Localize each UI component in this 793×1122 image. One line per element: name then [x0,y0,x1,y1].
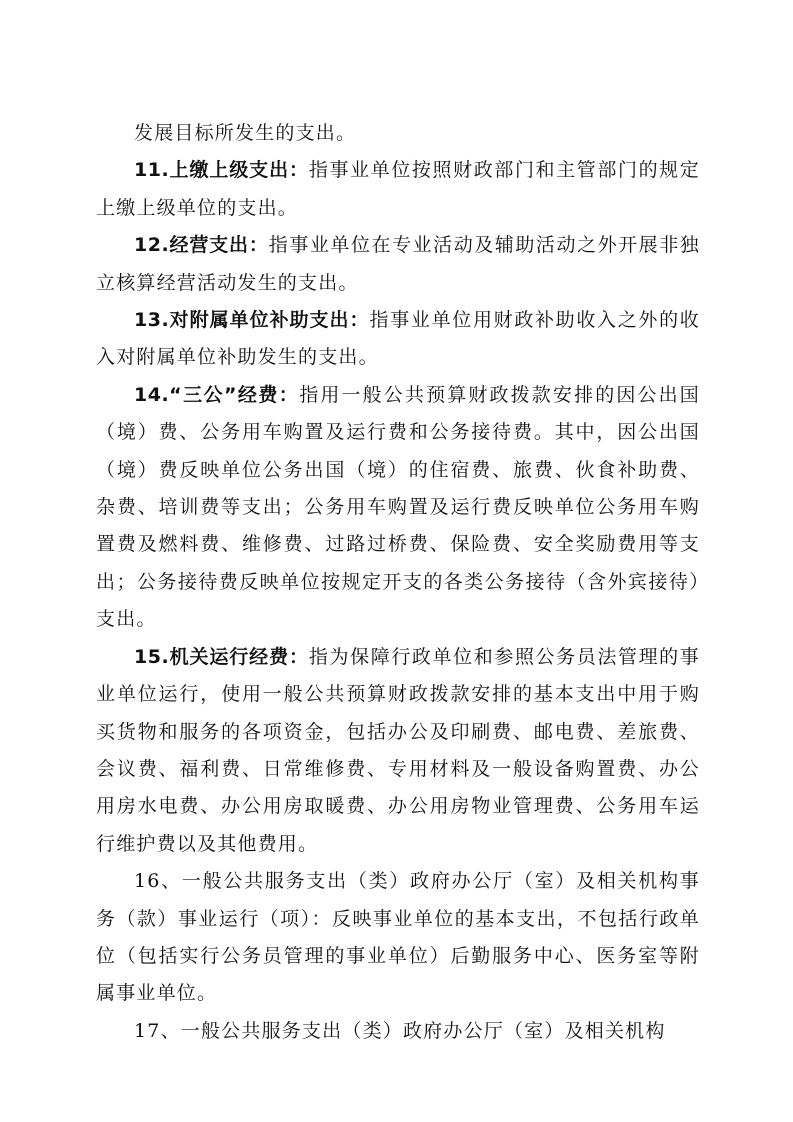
term-heading: 14.“三公”经费： [134,383,300,406]
paragraph-text: 17、一般公共服务支出（类）政府办公厅（室）及相关机构 [134,1019,666,1042]
paragraph-item-12 [96,227,700,302]
term-heading: 15.机关运行经费： [134,645,309,668]
paragraph-item-14 [96,377,700,639]
paragraph-item-17 [96,1013,700,1050]
document-page [96,115,700,1050]
paragraph-text: 16、一般公共服务支出（类）政府办公厅（室）及相关机构事务（款）事业运行（项）：反映事业单位的基本支出，不包括行政单位（包括实行公务员管理的事业单位）后勤服务中心、医务室等附属事业单位。 [96,870,700,1005]
paragraph-item-11 [96,152,700,227]
paragraph-item-13 [96,302,700,377]
paragraph-item-16 [96,863,700,1013]
paragraph-continuation [96,115,700,152]
paragraph-text: 指事业单位用财政补助收入之外的收入对附属单位补助发生的支出。 [96,309,701,369]
paragraph-text: 指事业单位按照财政部门和主管部门的规定上缴上级单位的支出。 [96,159,700,219]
paragraph-text: 发展目标所发生的支出。 [134,122,357,144]
term-heading: 12.经营支出： [134,234,269,257]
paragraph-text: 指事业单位在专业活动及辅助活动之外开展非独立核算经营活动发生的支出。 [96,234,700,294]
paragraph-text: 指为保障行政单位和参照公务员法管理的事业单位运行，使用一般公共预算财政拨款安排的基本支出中用于购买货物和服务的各项资金，包括办公及印刷费、邮电费、差旅费、会议费、福利费、日常维修费、专用材料及一般设备购置费、办公用房水电费、办公用房取暖费、办公用房物业管理费、公务用车运行维护费以及其他费用。 [96,645,700,855]
paragraph-text: 指用一般公共预算财政拨款安排的因公出国（境）费、公务用车购置及运行费和公务接待费。其中，因公出国（境）费反映单位公务出国（境）的住宿费、旅费、伙食补助费、杂费、培训费等支出；公务用车购置及运行费反映单位公务用车购置费及燃料费、维修费、过路过桥费、保险费、安全奖励费用等支出；公务接待费反映单位按规定开支的各类公务接待（含外宾接待）支出。 [96,383,700,631]
term-heading: 13.对附属单位补助支出： [134,309,370,332]
term-heading: 11.上缴上级支出： [134,159,309,182]
paragraph-item-15 [96,639,700,863]
